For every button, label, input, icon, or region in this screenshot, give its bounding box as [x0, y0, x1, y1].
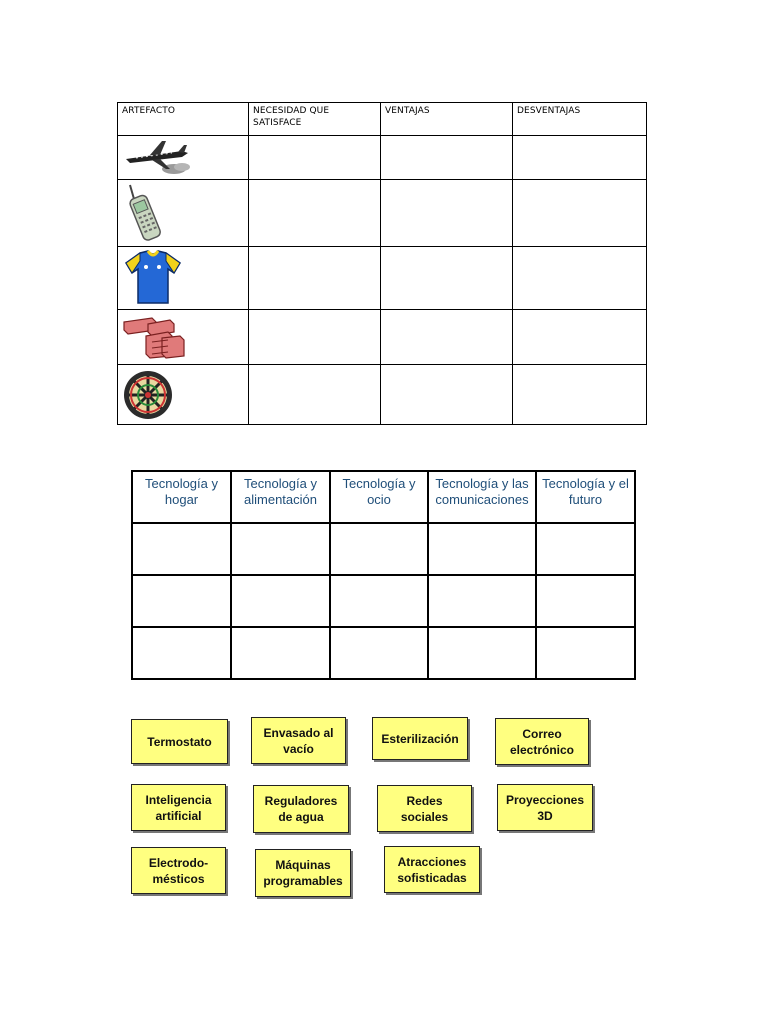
card-reguladores-de-agua[interactable]: Reguladores de agua: [253, 785, 349, 833]
header-ventajas: VENTAJAS: [381, 103, 513, 136]
artifacts-table: [117, 102, 647, 425]
table-row: [132, 575, 635, 627]
artifact-cell: [118, 136, 249, 180]
card-redes-sociales[interactable]: Redes sociales: [377, 785, 472, 832]
table-row: [132, 523, 635, 575]
bricks-icon: [122, 314, 186, 360]
card-atracciones-sofisticadas[interactable]: Atracciones sofisticadas: [384, 846, 480, 893]
artifacts-table-header-row: [118, 103, 647, 136]
table-row: [118, 180, 647, 247]
table-row: [118, 365, 647, 425]
technology-categories-table: [131, 470, 636, 680]
table-row: [118, 310, 647, 365]
header-necesidad: NECESIDAD QUE SATISFACE: [249, 103, 381, 136]
table-row: [132, 627, 635, 679]
dartboard-icon: [122, 369, 174, 421]
artifact-cell: [118, 247, 249, 310]
header-futuro: Tecnología y el futuro: [536, 471, 635, 523]
card-electrodomesticos[interactable]: Electrodo-mésticos: [131, 847, 226, 894]
table-row: [118, 136, 647, 180]
header-artefacto: ARTEFACTO: [118, 103, 249, 136]
card-envasado-al-vacio[interactable]: Envasado al vacío: [251, 717, 346, 764]
header-ocio: Tecnología y ocio: [330, 471, 428, 523]
artifact-cell: [118, 180, 249, 247]
header-hogar: Tecnología y hogar: [132, 471, 231, 523]
card-correo-electronico[interactable]: Correo electrónico: [495, 718, 589, 765]
mobile-phone-icon: [122, 183, 172, 243]
card-inteligencia-artificial[interactable]: Inteligencia artificial: [131, 784, 226, 831]
table-row: [118, 247, 647, 310]
card-esterilizacion[interactable]: Esterilización: [372, 717, 468, 760]
categories-header-row: [132, 471, 635, 523]
header-comunicaciones: Tecnología y las comunicaciones: [428, 471, 536, 523]
card-termostato[interactable]: Termostato: [131, 719, 228, 764]
tshirt-icon: [122, 249, 184, 307]
airplane-icon: [122, 139, 192, 177]
card-proyecciones-3d[interactable]: Proyecciones 3D: [497, 784, 593, 831]
header-desventajas: DESVENTAJAS: [513, 103, 647, 136]
card-maquinas-programables[interactable]: Máquinas programables: [255, 849, 351, 897]
header-alimentacion: Tecnología y alimentación: [231, 471, 330, 523]
artifact-cell: [118, 310, 249, 365]
artifact-cell: [118, 365, 249, 425]
